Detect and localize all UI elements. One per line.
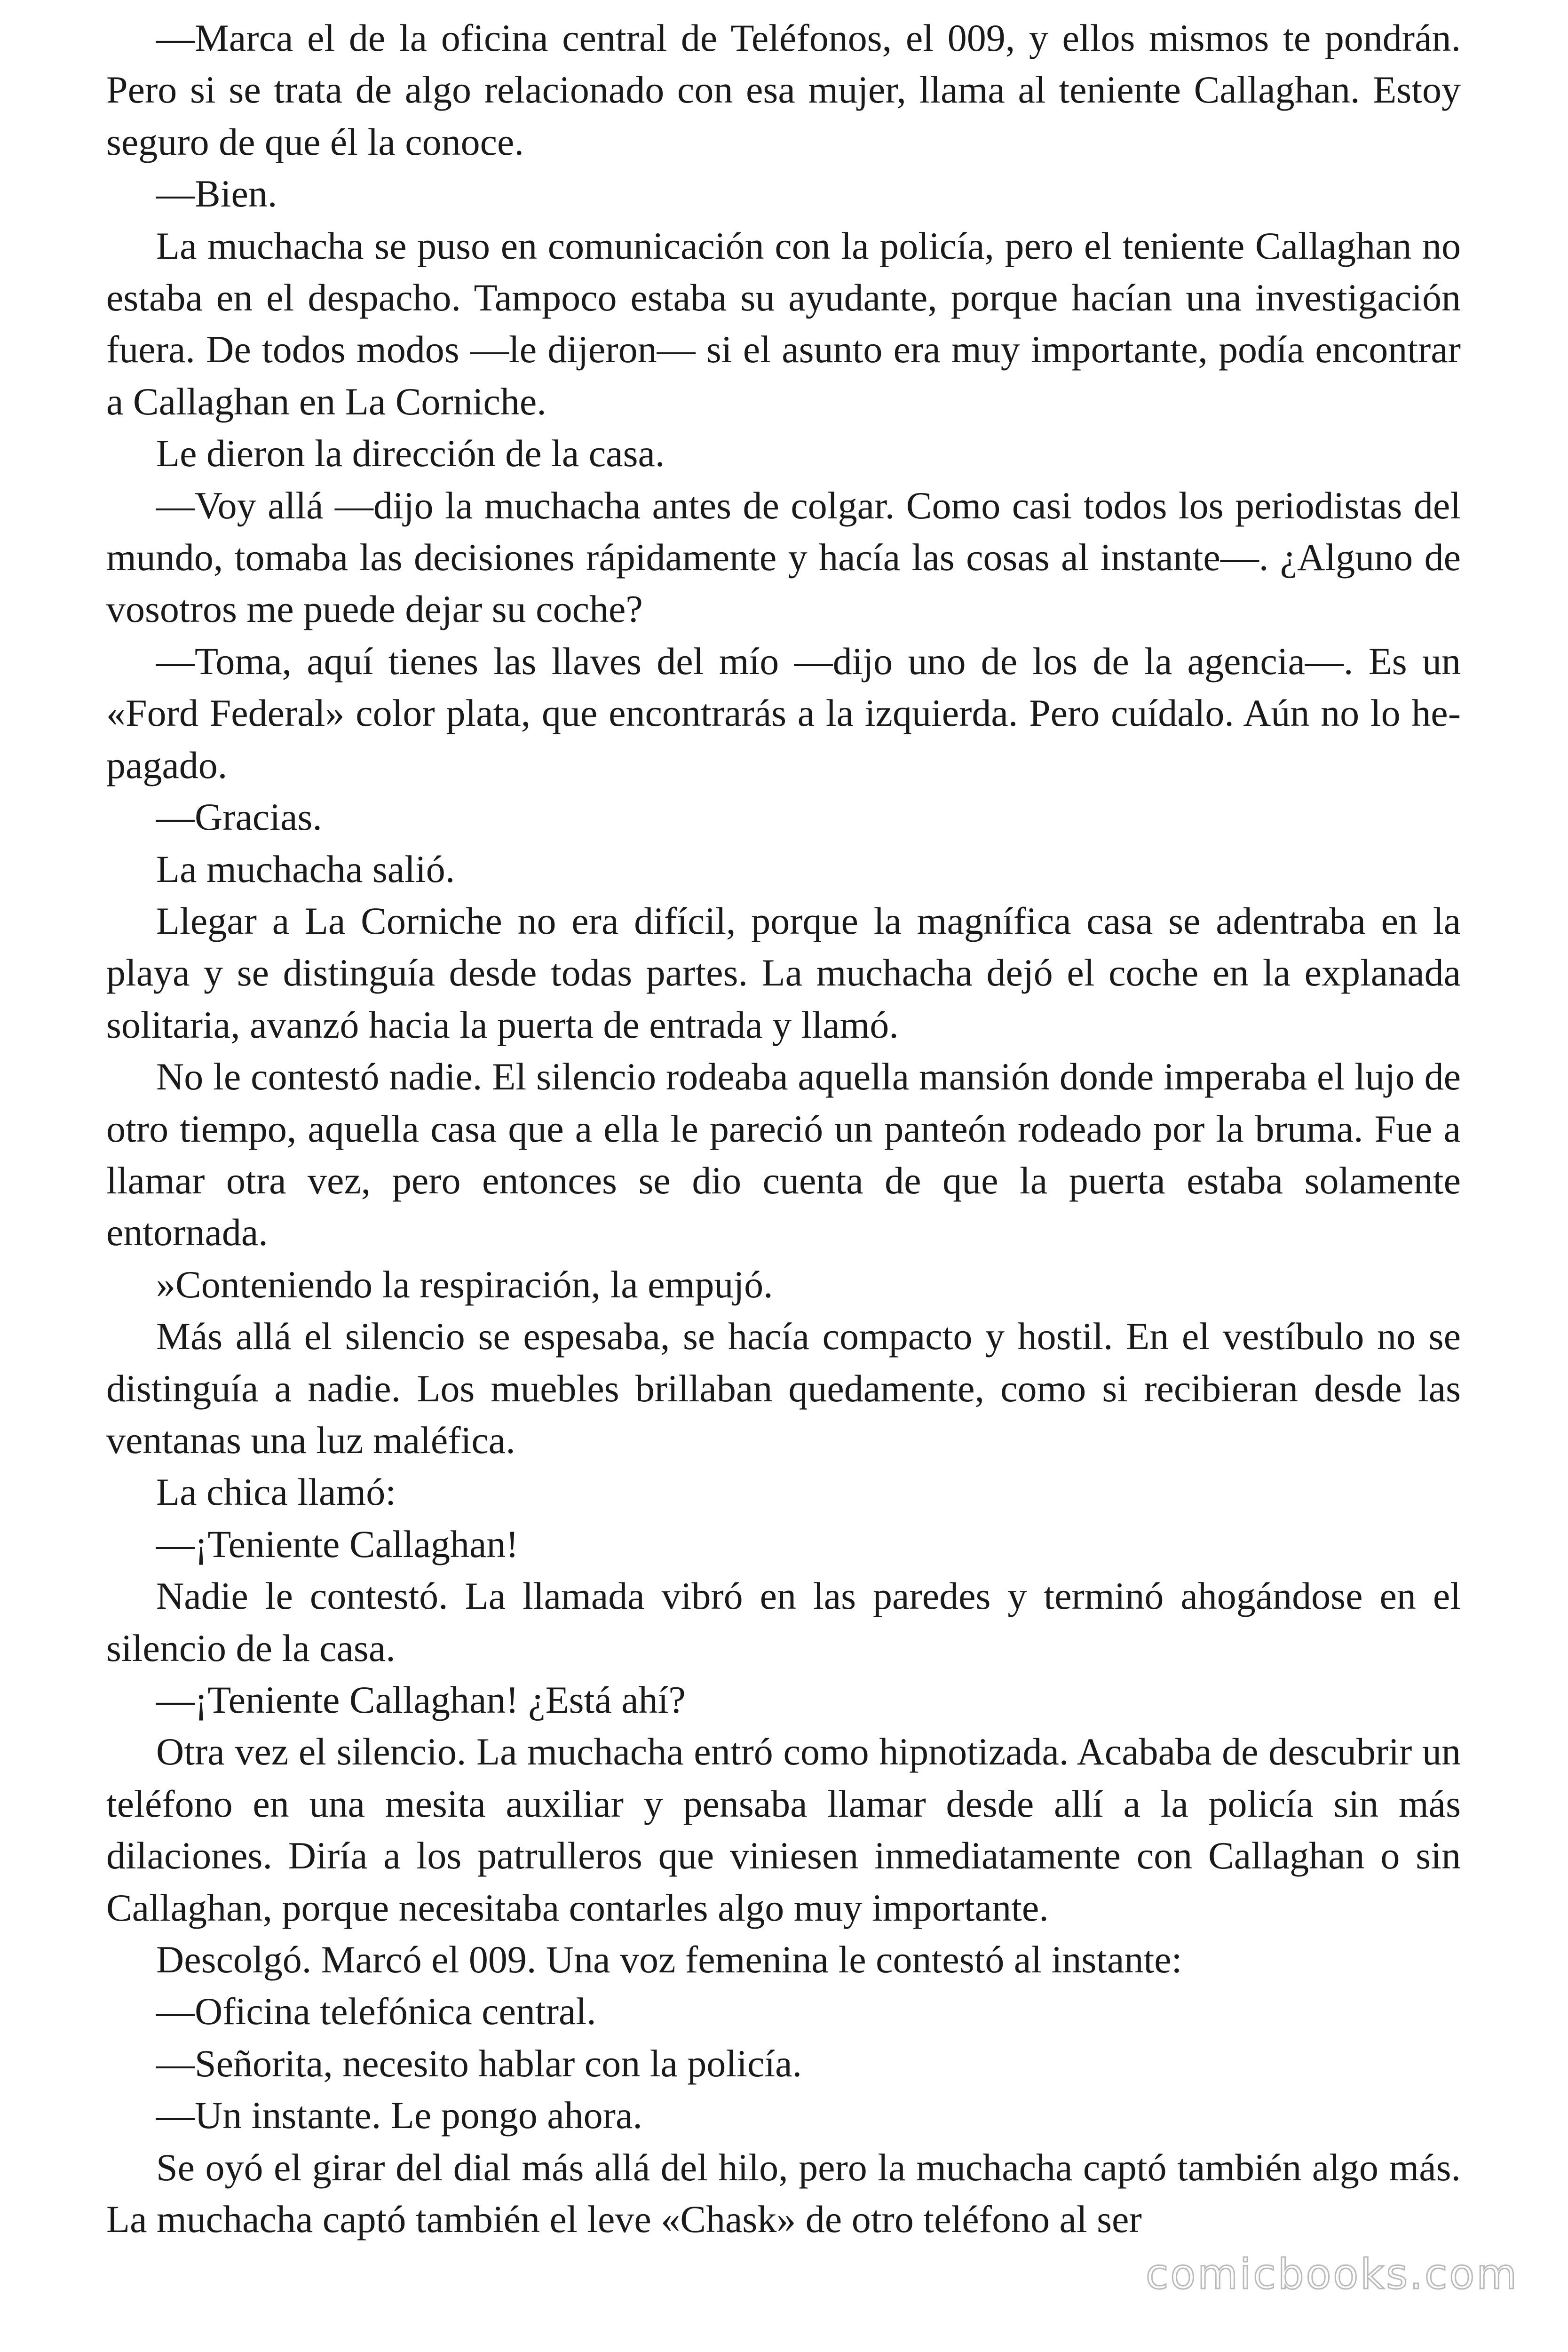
paragraph: Descolgó. Marcó el 009. Una voz femenina le contestó al instante: <box>156 1938 1182 1981</box>
paragraph: —Bien. <box>156 172 277 215</box>
paragraph: Más allá el silencio se espesaba, se hacía compacto y hostil. En el vestíbulo no se distinguía a nadie. Los muebles brillaban quedamente, como si recibieran desde las ventanas una luz maléfica. <box>106 1315 1461 1462</box>
watermark: comicbooks.com <box>1145 2250 1519 2298</box>
paragraph: —Oficina telefónica central. <box>156 1990 596 2033</box>
paragraph: —Gracias. <box>156 795 322 839</box>
paragraph: —¡Teniente Callaghan! <box>156 1522 519 1565</box>
paragraph: —Señorita, necesito hablar con la policía. <box>156 2042 802 2085</box>
paragraph: —Un instante. Le pongo ahora. <box>156 2094 642 2137</box>
paragraph: La chica llamó: <box>156 1470 396 1514</box>
body-text <box>106 12 1461 2245</box>
paragraph: La muchacha se puso en comunicación con la policía, pero el teniente Callaghan no estaba en el despacho. Tampoco estaba su ayudante, porque hacían una investigación fuera. De todos modos —le dijeron— si el asunto era muy importante, podía encontrar a Callaghan en La Corniche. <box>106 224 1461 423</box>
paragraph: »Conteniendo la respiración, la empujó. <box>156 1263 773 1306</box>
paragraph: No le contestó nadie. El silencio rodeaba aquella mansión donde imperaba el lujo de otro tiempo, aquella casa que a ella le pareció un panteón rodeado por la bruma. Fue a llamar otra vez, pero entonces se dio cuenta de que la puerta estaba solamente entornada. <box>106 1055 1461 1254</box>
paragraph: Otra vez el silencio. La muchacha entró como hipnotizada. Acababa de descubrir un teléfono en una mesita auxiliar y pensaba llamar desde allí a la policía sin más dilaciones. Diría a los patrulleros que viniesen inmediatamente con Callaghan o sin Callaghan, porque necesitaba contarles algo muy importante. <box>106 1730 1461 1929</box>
paragraph: Se oyó el girar del dial más allá del hilo, pero la muchacha captó también algo más. La muchacha captó también el leve «Chask» de otro teléfono al ser <box>106 2145 1461 2241</box>
paragraph: —Voy allá —dijo la muchacha antes de colgar. Como casi todos los periodistas del mundo, tomaba las decisiones rápidamente y hacía las cosas al instante—. ¿Alguno de vosotros me puede dejar su coche? <box>106 484 1461 631</box>
paragraph: —¡Teniente Callaghan! ¿Está ahí? <box>156 1678 686 1721</box>
paragraph: Nadie le contestó. La llamada vibró en las paredes y terminó ahogándose en el silencio de la casa. <box>106 1574 1461 1669</box>
paragraph: Le dieron la dirección de la casa. <box>156 432 665 475</box>
paragraph: La muchacha salió. <box>156 847 455 890</box>
paragraph: —Toma, aquí tienes las llaves del mío —dijo uno de los de la agencia—. Es un «Ford Federal» color plata, que encontrarás a la izquierda. Pero cuídalo. Aún no lo he- pagado. <box>106 639 1461 787</box>
paragraph: Llegar a La Corniche no era difícil, porque la magnífica casa se adentraba en la playa y se distinguía desde todas partes. La muchacha dejó el coche en la explanada solitaria, avanzó hacia la puerta de entrada y llamó. <box>106 899 1461 1046</box>
paragraph: —Marca el de la oficina central de Teléfonos, el 009, y ellos mismos te pondrán. Pero si se trata de algo relacionado con esa mujer, llama al teniente Callaghan. Estoy seguro de que él la conoce. <box>106 16 1461 163</box>
